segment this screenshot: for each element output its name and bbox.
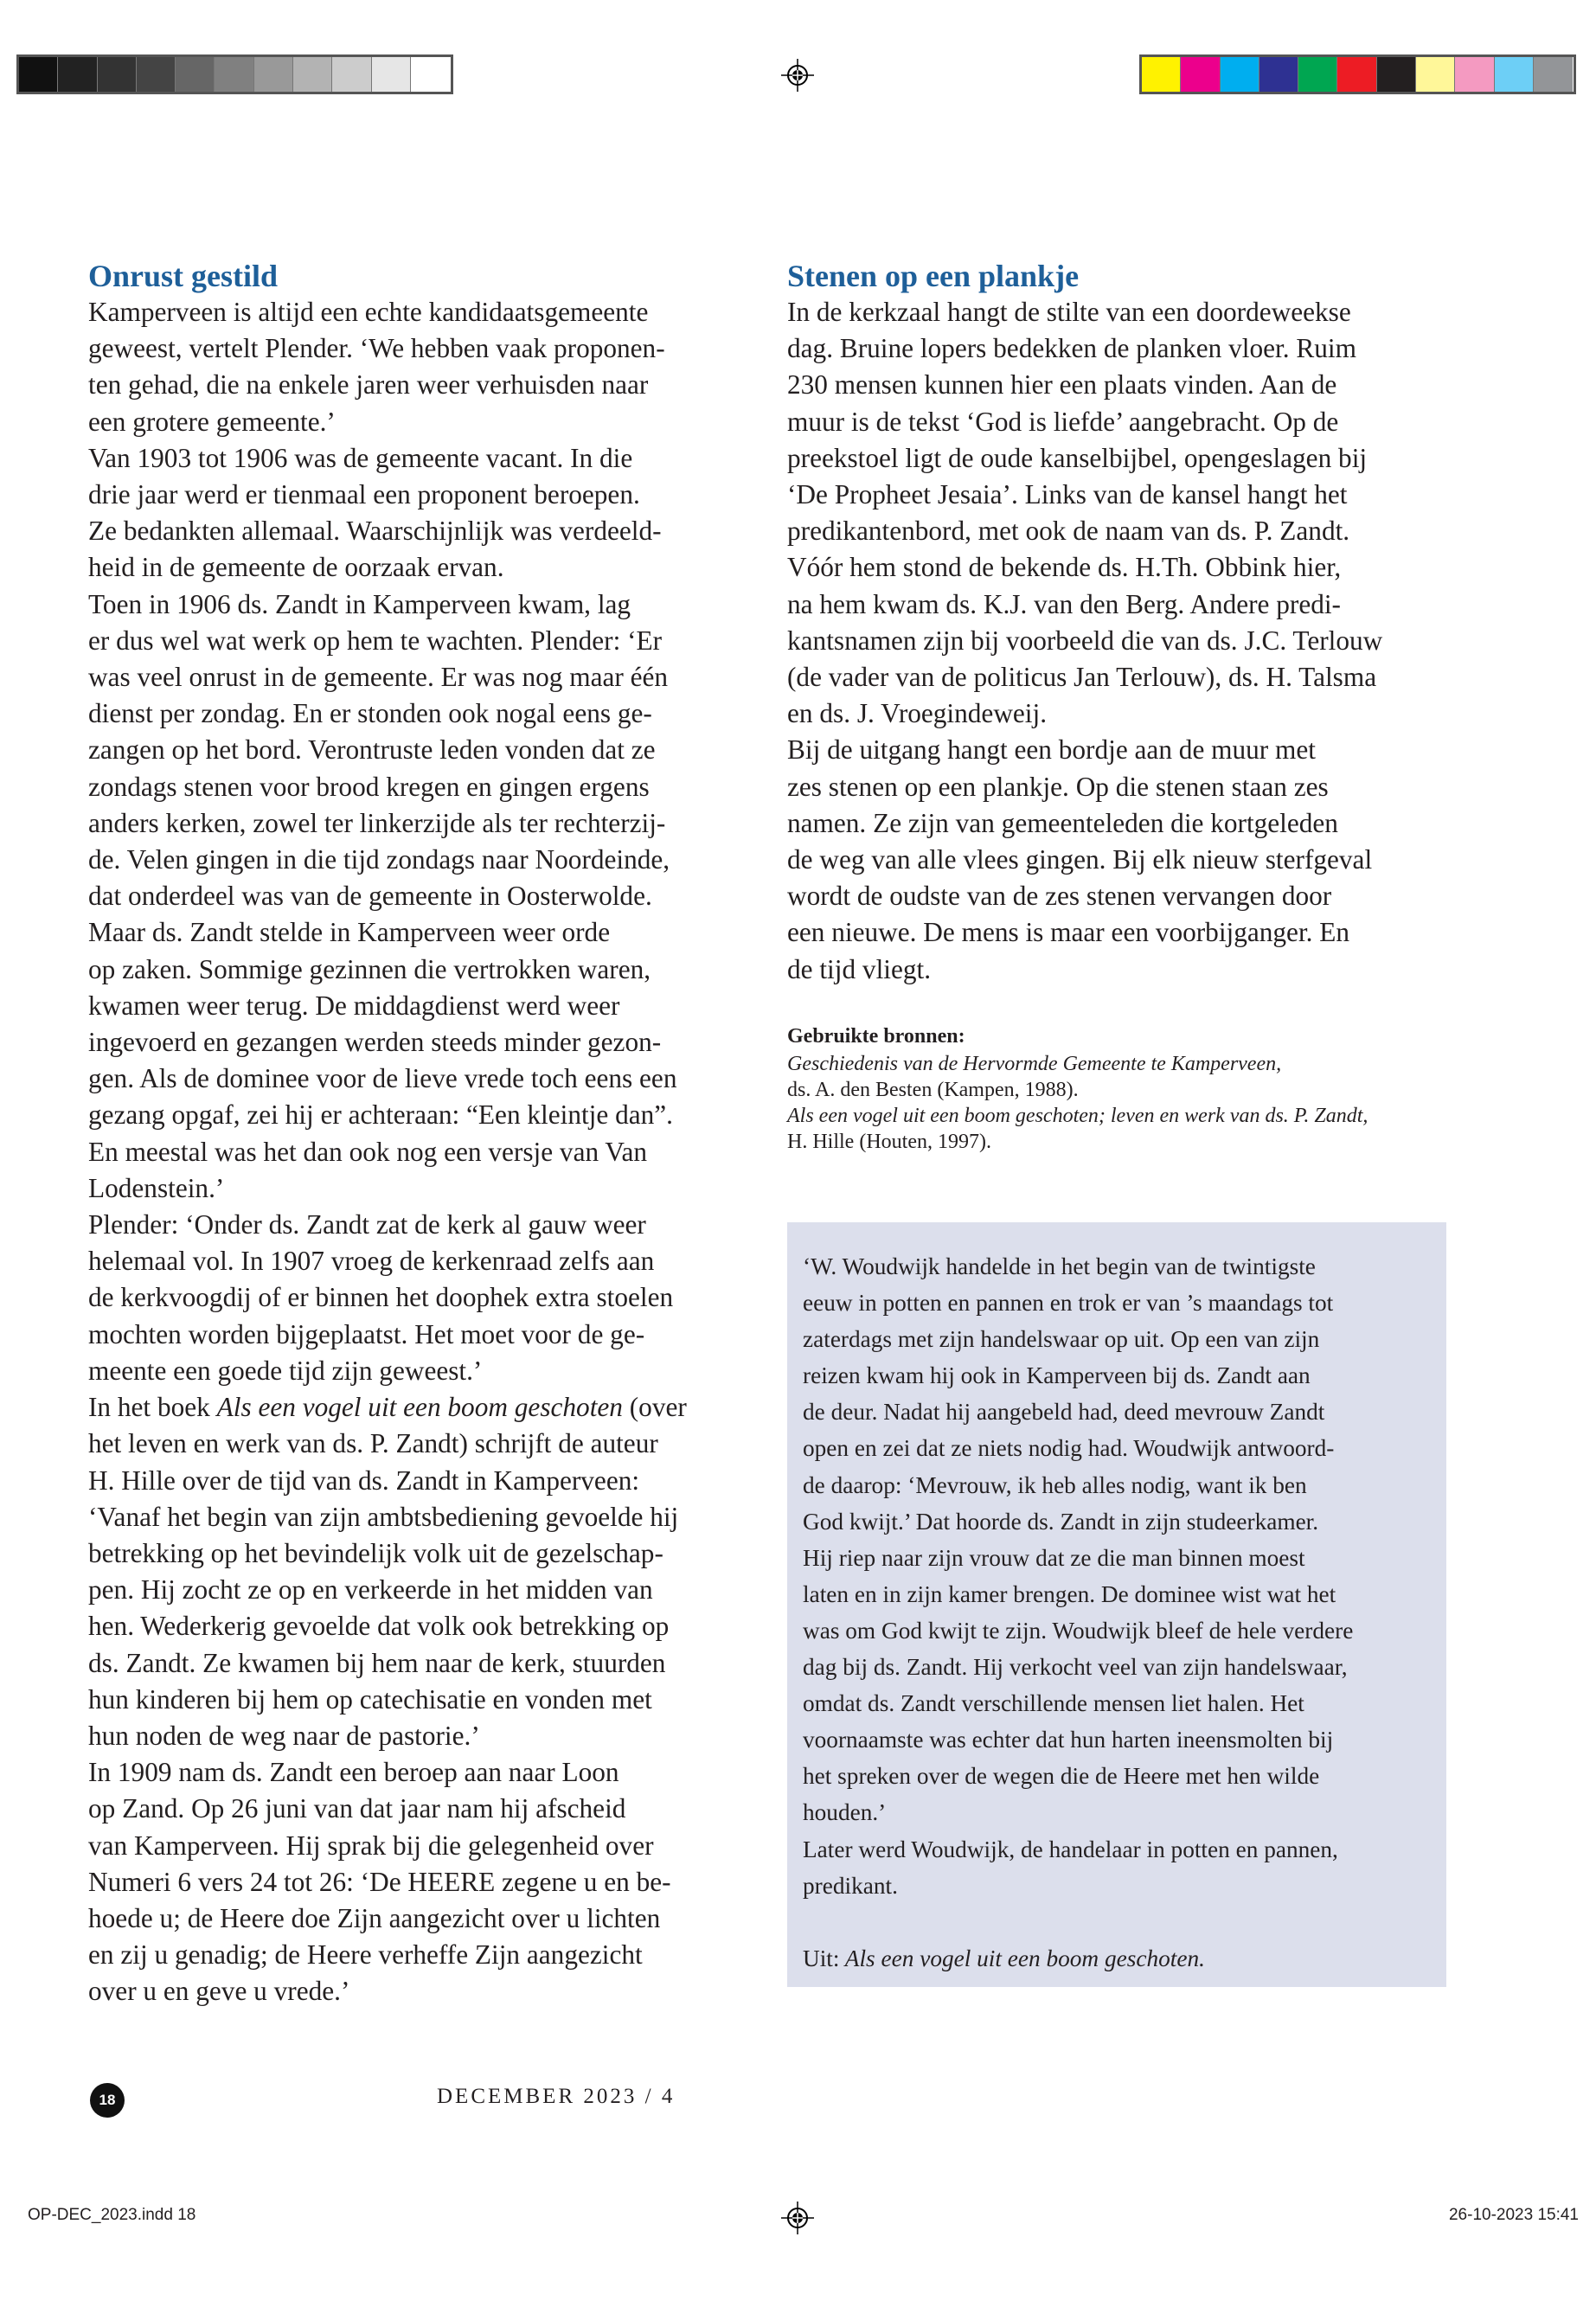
text-line: H. Hille over de tijd van ds. Zandt in Kamperveen: xyxy=(88,1465,640,1496)
anecdote-line: ‘W. Woudwijk handelde in het begin van de twintigste xyxy=(803,1253,1316,1279)
text-line: en ds. J. Vroegindeweij. xyxy=(787,698,1048,729)
color-calibration-bar xyxy=(1139,54,1576,94)
grayscale-calibration-bar xyxy=(16,54,453,94)
anecdote-source-title: Als een vogel uit een boom geschoten. xyxy=(839,1945,1205,1971)
right-body-text xyxy=(787,294,1445,988)
color-swatch xyxy=(1377,57,1416,92)
text-line: (de vader van de politicus Jan Terlouw), ds. H. Talsma xyxy=(787,662,1377,693)
color-swatch xyxy=(1455,57,1494,92)
color-swatch xyxy=(293,57,332,92)
anecdote-line: eeuw in potten en pannen en trok er van ’s maandags tot xyxy=(803,1290,1334,1317)
color-swatch xyxy=(1181,57,1220,92)
text-line: meente een goede tijd zijn geweest.’ xyxy=(88,1355,483,1386)
text-line: Toen in 1906 ds. Zandt in Kamperveen kwam, lag xyxy=(88,588,631,619)
text-line: hun kinderen bij hem op catechisatie en vonden met xyxy=(88,1683,652,1715)
anecdote-line: omdat ds. Zandt verschillende mensen liet halen. Het xyxy=(803,1690,1304,1717)
text-line: Maar ds. Zandt stelde in Kamperveen weer orde xyxy=(88,917,611,948)
text-line: zangen op het bord. Verontruste leden vonden dat ze xyxy=(88,734,656,766)
text-line: betrekking op het bevindelijk volk uit de gezelschap- xyxy=(88,1537,663,1568)
text-line: pen. Hij zocht ze op en verkeerde in het midden van xyxy=(88,1574,653,1606)
text-line: kwamen weer terug. De middagdienst werd weer xyxy=(88,990,620,1021)
text-line: een grotere gemeente.’ xyxy=(88,406,336,437)
text-line: Bij de uitgang hangt een bordje aan de muur met xyxy=(787,734,1316,766)
color-swatch xyxy=(1221,57,1259,92)
registration-mark-icon xyxy=(781,59,814,92)
registration-mark-icon xyxy=(781,2202,814,2234)
text-line: het leven en werk van ds. P. Zandt) schrijft de auteur xyxy=(88,1428,658,1459)
text-line: gezang opgaf, zei hij er achteraan: “Een kleintje dan”. xyxy=(88,1099,674,1131)
text-line: helemaal vol. In 1907 vroeg de kerkenraad zelfs aan xyxy=(88,1246,655,1277)
anecdote-line: zaterdags met zijn handelswaar op uit. Op een van zijn xyxy=(803,1326,1320,1353)
color-swatch xyxy=(58,57,97,92)
anecdote-source xyxy=(803,1940,1429,1977)
color-swatch xyxy=(1337,57,1376,92)
text-line: hoede u; de Heere doe Zijn aangezicht over u lichten xyxy=(88,1902,661,1933)
text-line: Vóór hem stond de bekende ds. H.Th. Obbink hier, xyxy=(787,552,1342,583)
text-line: mochten worden bijgeplaatst. Het moet voor de ge- xyxy=(88,1318,645,1349)
text-line: Kamperveen is altijd een echte kandidaatsgemeente xyxy=(88,297,649,327)
text-line: zes stenen op een plankje. Op die stenen staan zes xyxy=(787,771,1329,802)
anecdote-line: reizen kwam hij ook in Kamperveen bij ds. Zandt aan xyxy=(803,1362,1311,1389)
book-line-prefix: In het boek xyxy=(88,1392,217,1423)
section-heading-onrust-gestild: Onrust gestild xyxy=(88,259,279,293)
anecdote-box xyxy=(787,1222,1446,1987)
text-line: In de kerkzaal hangt de stilte van een doordeweekse xyxy=(787,297,1351,327)
anecdote-line: God kwijt.’ Dat hoorde ds. Zandt in zijn studeerkamer. xyxy=(803,1508,1319,1535)
text-line: heid in de gemeente de oorzaak ervan. xyxy=(88,552,504,583)
text-line: Ze bedankten allemaal. Waarschijnlijk was verdeeld- xyxy=(88,516,662,547)
text-line: ten gehad, die na enkele jaren weer verhuisden naar xyxy=(88,369,649,401)
slug-file-info: OP-DEC_2023.indd 18 xyxy=(28,2206,196,2224)
section-heading-stenen-op-een-plankje: Stenen op een plankje xyxy=(787,259,1080,293)
text-line: predikantenbord, met ook de naam van ds. P. Zandt. xyxy=(787,516,1350,547)
text-line: Lodenstein.’ xyxy=(88,1172,225,1203)
text-line: een nieuwe. De mens is maar een voorbijganger. En xyxy=(787,917,1350,948)
color-swatch xyxy=(1534,57,1573,92)
color-swatch xyxy=(1142,57,1181,92)
anecdote-line: was om God kwijt te zijn. Woudwijk bleef de hele verdere xyxy=(803,1617,1354,1644)
text-line: preekstoel ligt de oude kanselbijbel, opengeslagen bij xyxy=(787,442,1368,473)
text-line: gen. Als de dominee voor de lieve vrede toch eens een xyxy=(88,1063,677,1094)
text-line: er dus wel wat werk op hem te wachten. Plender: ‘Er xyxy=(88,625,663,656)
text-line: en zij u genadig; de Heere verheffe Zijn aangezicht xyxy=(88,1939,643,1971)
source-1-author: ds. A. den Besten (Kampen, 1988). xyxy=(787,1079,1079,1101)
color-swatch xyxy=(215,57,253,92)
left-column xyxy=(88,258,746,2010)
text-line: over u en geve u vrede.’ xyxy=(88,1976,350,2007)
source-2-title: Als een vogel uit een boom geschoten; leven en werk van ds. P. Zandt, xyxy=(787,1105,1368,1127)
issue-label: DECEMBER 2023 / 4 xyxy=(437,2085,676,2108)
text-line: muur is de tekst ‘God is liefde’ aangebracht. Op de xyxy=(787,406,1339,437)
text-line: anders kerken, zowel ter linkerzijde als ter rechterzij- xyxy=(88,807,666,838)
text-line: ds. Zandt. Ze kwamen bij hem naar de kerk, stuurden xyxy=(88,1647,666,1678)
color-swatch xyxy=(1495,57,1534,92)
anecdote-line: Later werd Woudwijk, de handelaar in potten en pannen, xyxy=(803,1836,1338,1862)
text-line: na hem kwam ds. K.J. van den Berg. Andere predi- xyxy=(787,588,1341,619)
color-swatch xyxy=(254,57,293,92)
text-line: was veel onrust in de gemeente. Er was nog maar één xyxy=(88,662,669,693)
text-line: zondags stenen voor brood kregen en gingen ergens xyxy=(88,771,650,802)
color-swatch xyxy=(1298,57,1337,92)
color-swatch xyxy=(19,57,58,92)
page-number-badge: 18 xyxy=(90,2083,125,2118)
anecdote-line: de deur. Nadat hij aangebeld had, deed mevrouw Zandt xyxy=(803,1399,1325,1426)
source-1-title: Geschiedenis van de Hervormde Gemeente te Kamperveen, xyxy=(787,1053,1282,1075)
text-line: ‘Vanaf het begin van zijn ambtsbediening gevoelde hij xyxy=(88,1501,679,1532)
book-title: Als een vogel uit een boom geschoten xyxy=(216,1392,623,1423)
text-line: de kerkvoogdij of er binnen het doophek extra stoelen xyxy=(88,1282,674,1313)
text-line: ‘De Propheet Jesaia’. Links van de kansel hangt het xyxy=(787,479,1348,510)
color-swatch xyxy=(1416,57,1455,92)
text-line: hun noden de weg naar de pastorie.’ xyxy=(88,1720,480,1751)
text-line: ingevoerd en gezangen werden steeds minder gezon- xyxy=(88,1027,662,1058)
anecdote-source-prefix: Uit: xyxy=(803,1945,840,1971)
sources-heading: Gebruikte bronnen: xyxy=(787,1025,965,1048)
color-swatch xyxy=(332,57,371,92)
anecdote-line: Hij riep naar zijn vrouw dat ze die man binnen moest xyxy=(803,1544,1305,1571)
text-line: geweest, vertelt Plender. ‘We hebben vaak proponen- xyxy=(88,333,665,364)
left-body-text xyxy=(88,294,746,2010)
text-line: En meestal was het dan ook nog een versje van Van xyxy=(88,1136,648,1167)
text-line: In 1909 nam ds. Zandt een beroep aan naar Loon xyxy=(88,1757,619,1788)
anecdote-line: voornaamste was echter dat hun harten ineensmolten bij xyxy=(803,1727,1334,1753)
text-line: dat onderdeel was van de gemeente in Oosterwolde. xyxy=(88,881,652,912)
text-line: 230 mensen kunnen hier een plaats vinden. Aan de xyxy=(787,369,1337,401)
anecdote-line: houden.’ xyxy=(803,1799,887,1826)
text-line: dienst per zondag. En er stonden ook nogal eens ge- xyxy=(88,698,652,729)
anecdote-line: predikant. xyxy=(803,1872,898,1899)
sources-block xyxy=(787,1023,1445,1155)
text-line: wordt de oudste van de zes stenen vervangen door xyxy=(787,881,1332,912)
text-line: kantsnamen zijn bij voorbeeld die van ds. J.C. Terlouw xyxy=(787,625,1383,656)
text-line: dag. Bruine lopers bedekken de planken vloer. Ruim xyxy=(787,333,1356,364)
text-line: namen. Ze zijn van gemeenteleden die kortgeleden xyxy=(787,807,1338,838)
color-swatch xyxy=(137,57,176,92)
anecdote-line: laten en in zijn kamer brengen. De dominee wist wat het xyxy=(803,1580,1336,1607)
text-line: de tijd vliegt. xyxy=(787,953,932,984)
color-swatch xyxy=(1259,57,1298,92)
text-line: op zaken. Sommige gezinnen die vertrokken waren, xyxy=(88,953,651,984)
right-column xyxy=(787,258,1445,988)
color-swatch xyxy=(411,57,450,92)
text-line: op Zand. Op 26 juni van dat jaar nam hij afscheid xyxy=(88,1793,626,1824)
color-swatch xyxy=(98,57,137,92)
text-line-book-reference xyxy=(88,1389,746,1426)
text-line: Plender: ‘Onder ds. Zandt zat de kerk al gauw weer xyxy=(88,1209,646,1240)
text-line: van Kamperveen. Hij sprak bij die gelegenheid over xyxy=(88,1830,654,1861)
text-line: Van 1903 tot 1906 was de gemeente vacant. In die xyxy=(88,442,633,473)
text-line: de weg van alle vlees gingen. Bij elk nieuw sterfgeval xyxy=(787,844,1373,875)
text-line: de. Velen gingen in die tijd zondags naar Noordeinde, xyxy=(88,844,670,875)
anecdote-line: het spreken over de wegen die de Heere met hen wilde xyxy=(803,1763,1320,1790)
text-line: Numeri 6 vers 24 tot 26: ‘De HEERE zegene u en be- xyxy=(88,1866,671,1897)
anecdote-line: dag bij ds. Zandt. Hij verkocht veel van zijn handelswaar, xyxy=(803,1654,1348,1681)
anecdote-line: open en zei dat ze niets nodig had. Woudwijk antwoord- xyxy=(803,1435,1335,1462)
text-line: hen. Wederkerig gevoelde dat volk ook betrekking op xyxy=(88,1611,670,1642)
color-swatch xyxy=(176,57,215,92)
color-swatch xyxy=(372,57,411,92)
text-line: drie jaar werd er tienmaal een proponent beroepen. xyxy=(88,479,640,510)
anecdote-line: de daarop: ‘Mevrouw, ik heb alles nodig, want ik ben xyxy=(803,1471,1307,1498)
source-2-author: H. Hille (Houten, 1997). xyxy=(787,1131,991,1153)
book-line-suffix: (over xyxy=(622,1392,687,1423)
slug-date-time: 26-10-2023 15:41 xyxy=(1448,2206,1579,2224)
